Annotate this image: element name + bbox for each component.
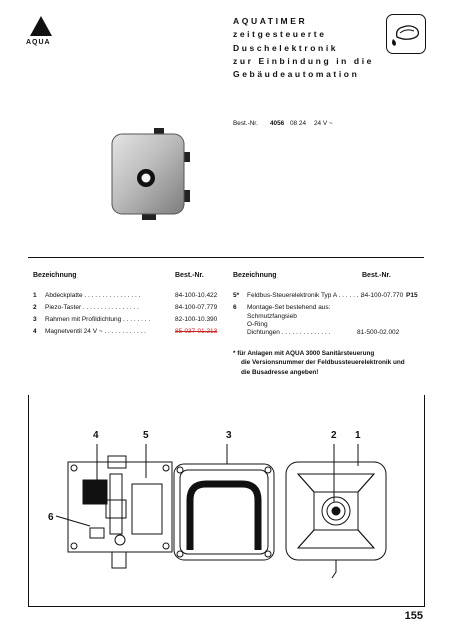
title-line: zeitgesteuerte xyxy=(233,29,327,40)
part-number: 3 xyxy=(33,316,37,323)
title-line: AQUATIMER xyxy=(233,16,308,26)
product-title xyxy=(233,15,374,81)
exploded-technical-drawing xyxy=(28,440,424,580)
col-header-ordernr-right: Best.-Nr. xyxy=(362,272,391,279)
note-line: die Busadresse angeben! xyxy=(241,368,319,376)
frame-bottom-rule xyxy=(28,606,425,607)
part-row-6 xyxy=(233,304,330,311)
part-description: Montage-Set bestehend aus: xyxy=(247,304,331,311)
shower-symbol-icon xyxy=(386,14,426,54)
part-number: 4 xyxy=(33,328,37,335)
title-line: Duschelektronik xyxy=(233,42,339,53)
part-description: Magnetventil 24 V ~ . . . . . . . . . . . . xyxy=(45,328,146,335)
callout-2: 2 xyxy=(331,430,337,441)
part-row-1 xyxy=(33,292,140,299)
set-item: Dichtungen . . . . . . . . . . . . . . xyxy=(247,329,331,336)
part-description: Rahmen mit Profildichtung . . . . . . . . xyxy=(45,316,151,323)
title-line: Gebäudeautomation xyxy=(233,69,360,80)
part-description: Piezo-Taster . . . . . . . . . . . . . . . . xyxy=(45,304,139,311)
part-order-number: 84-100-07.779 xyxy=(175,304,218,311)
frame-right-rule xyxy=(424,395,425,607)
version-suffix: P15 xyxy=(406,292,418,299)
page-number: 155 xyxy=(404,610,423,622)
col-header-designation-right: Bezeichnung xyxy=(233,272,277,279)
set-item: O-Ring xyxy=(247,321,268,328)
part-order-number: 82-100-10.390 xyxy=(175,316,218,323)
note-line: * für Anlagen mit AQUA 3000 Sanitärsteuerung xyxy=(233,350,375,357)
product-photo xyxy=(108,126,194,222)
part-number: 6 xyxy=(233,304,237,311)
part-row-2 xyxy=(33,304,139,311)
aqua-logo-text: AQUA xyxy=(26,39,51,46)
callout-3: 3 xyxy=(226,430,232,441)
set-item: Schmutzfangsieb xyxy=(247,313,297,320)
part-number: 1 xyxy=(33,292,37,299)
order-label: Best.-Nr. xyxy=(233,120,258,127)
part-order-number: 81-500-02.002 xyxy=(357,329,400,336)
part-number: 2 xyxy=(33,304,37,311)
callout-6: 6 xyxy=(48,512,54,523)
order-number-main: 4056 xyxy=(270,120,285,127)
callout-4: 4 xyxy=(93,430,99,441)
note-line: die Versionsnummer der Feldbussteuerelektronik und xyxy=(241,359,405,367)
part-description: Abdeckplatte . . . . . . . . . . . . . . . . xyxy=(45,292,141,299)
part-order-number: 84-100-07.770 xyxy=(361,292,404,299)
aqua-logo-triangle-icon xyxy=(30,16,52,36)
part-row-4 xyxy=(33,328,146,335)
col-header-ordernr-left: Best.-Nr. xyxy=(175,272,204,279)
part-description: Feldbus-Steuerelektronik Typ A . . . . . . . xyxy=(247,292,363,299)
part-row-5 xyxy=(233,292,362,299)
part-number: 5* xyxy=(233,292,240,299)
table-top-rule xyxy=(28,257,424,258)
callout-1: 1 xyxy=(355,430,361,441)
callout-5: 5 xyxy=(143,430,149,441)
order-voltage: 24 V ~ xyxy=(314,120,333,127)
order-number-suffix: 08 24 xyxy=(290,120,306,127)
ordering-note xyxy=(233,349,405,377)
title-line: zur Einbindung in die xyxy=(233,55,375,66)
part-row-3 xyxy=(33,316,150,323)
part-order-number: 84-100-10.422 xyxy=(175,292,218,299)
col-header-designation-left: Bezeichnung xyxy=(33,272,77,279)
part-order-number-struck: 85-037-01.213 xyxy=(175,328,218,335)
